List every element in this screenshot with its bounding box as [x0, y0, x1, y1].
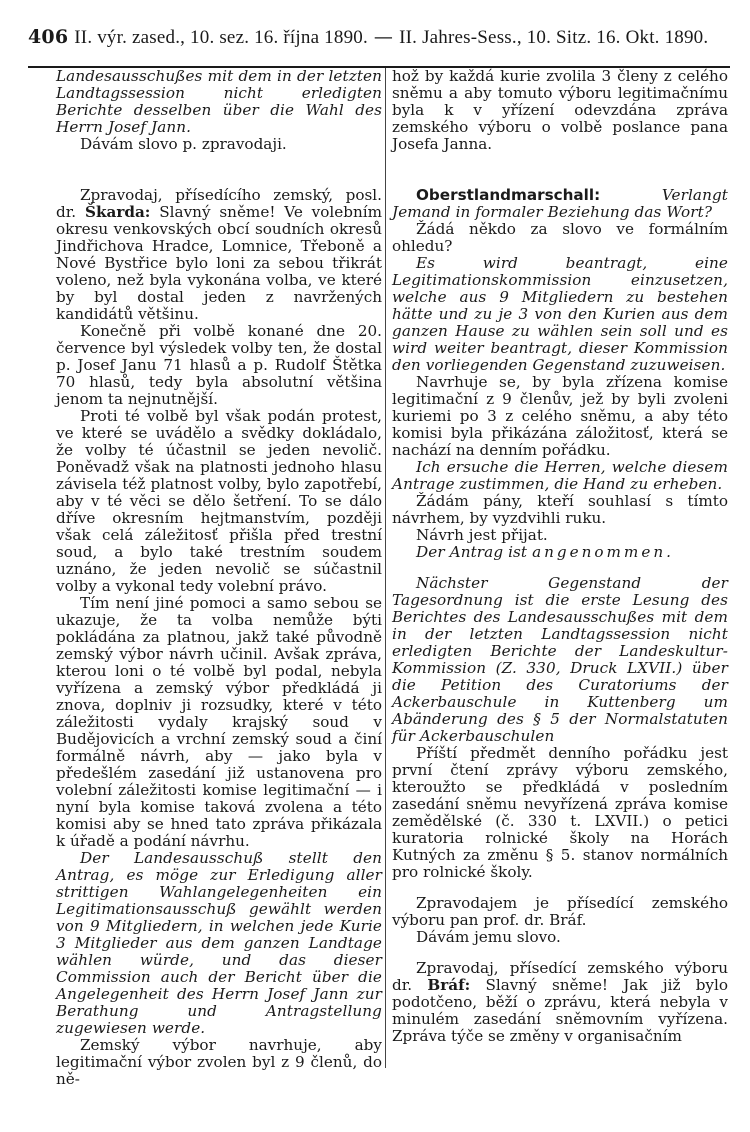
right-paragraph: Es wird beantragt, eine Legitimationskommission einzusetzen, welche aus 9 Mitgliedern zu bestehen hätte und zu je 3 von den Kurien aus dem ganzen Hause zu wählen sein soll und es wird weiter beantragt, dieser Kommission den vorliegenden Gegenstand zuzuweisen.: [392, 254, 728, 374]
left-paragraph: Zemský výbor navrhuje, aby legitimační výbor zvolen byl z 9 členů, do ně-: [56, 1036, 382, 1088]
page-number: 406: [28, 26, 69, 48]
column-divider: [385, 68, 386, 1068]
speaker-paragraph: [56, 187, 382, 323]
speaker-name: Bráf:: [427, 976, 471, 994]
angenommen-text: angenommen.: [532, 543, 674, 561]
right-paragraph: Návrh jest přijat.: [416, 526, 548, 544]
speaker-text: Slavný sněme! Ve volebním okresu venkovských obcí soudních okresů Jindřichova Hradce, Lomnice, Třeboně a Nové Bystřice bylo loni za sebou třikrát voleno, než byla vykonána volba, ve které by byl dostal jeden z navržených kandidátů většinu.: [56, 203, 383, 323]
right-paragraph: [392, 544, 728, 561]
right-paragraph: Nächster Gegenstand der Tagesordnung ist die erste Lesung des Berichtes des Landesausschußes mit dem in der letzten Landtagssession nicht erledigten Berichte der Landeskultur-Kommission (Z. 330, Druck LXVII.) über die Petition des Curatoriums der Ackerbauschule in Kuttenberg um Abänderung des § 5 der Normalstatuten für Ackerbauschulen: [392, 574, 728, 745]
right-column: [392, 68, 728, 1045]
header-german: II. Jahres-Sess., 10. Sitz. 16. Okt. 1890.: [399, 27, 709, 48]
left-paragraph: Der Landesausschuß stellt den Antrag, es möge zur Erledigung aller strittigen Wahlangelegenheiten ein Legitimationsausschuß gewählt werden von 9 Mitgliedern, in welchen jede Kurie 3 Mitglieder aus dem ganzen Landtage wählen würde, und das dieser Commission auch der Bericht über die Angelegenheit des Herrn Josef Jann zur Berathung und Antragstellung zugewiesen werde.: [56, 849, 382, 1037]
left-paragraph: Dávám slovo p. zpravodaji.: [80, 135, 287, 153]
antrag-text: Der Antrag ist: [416, 543, 528, 561]
right-paragraph: Žádám pány, kteří souhlasí s tímto návrhem, by vyzdvihli ruku.: [392, 492, 728, 527]
right-paragraph: Příští předmět denního pořádku jest první čtení zprávy výboru zemského, kteroužto se předkládá v posledním zasedání sněmu nevyřízená zpráva komise zemědělské (č. 330 t. LXVII.) o petici kuratoria rolnické školy na Horách Kutných za změnu § 5. stanov normálních pro rolnické školy.: [392, 744, 728, 881]
left-column: [56, 68, 382, 1088]
speaker-paragraph: [392, 960, 728, 1045]
left-paragraph: Proti té volbě byl však podán protest, ve které se uvádělo a svědky dokládalo, že volby té účastnil se jeden nevolič. Poněvadž však na platnosti jednoho hlasu závisela též platnost volby, bylo zapotřebí, aby v té věci se dělo šetření. To se dálo dříve okresním hejtmanstvím, později však celá záležitosť přišla před trestní soud, a bylo také trestním soudem uznáno, že jeden nevolič se súčastnil volby a vykonal tedy volební právo.: [56, 407, 382, 595]
left-paragraph: Tím není jiné pomoci a samo sebou se ukazuje, že ta volba nemůže býti pokládána za platnou, jakž také původně zemský výbor návrh učinil. Avšak zpráva, kterou loni o té volbě byl podal, nebyla vyřízena a zemský výbor předkládá ji znova, doplniv ji rozsudky, které v této záležitosti vydaly krajský soud v Budějovicích a vrchní zemský soud a činí formálně návrh, aby — jako byla v předešlém zasedání již ustanovena pro volební záležitosti komise legitimační — i nyní byla komise taková zvolena a této komisi aby se hned tato zpráva přikázala k úřadě a podání návrhu.: [56, 594, 382, 850]
header-dash: —: [373, 26, 394, 48]
left-paragraph: Landesausschußes mit dem in der letzten Landtagssession nicht erledigten Berichte desselben über die Wahl des Herrn Josef Jann.: [56, 67, 382, 136]
speaker-text: Verlangt Jemand in formaler Beziehung das Wort?: [392, 186, 728, 221]
right-paragraph: Ich ersuche die Herren, welche diesem Antrage zustimmen, die Hand zu erheben.: [392, 458, 728, 493]
right-paragraph: Zpravodajem je přísedící zemského výboru pan prof. dr. Bráf.: [392, 894, 728, 929]
header-czech: II. výr. zased., 10. sez. 16. října 1890.: [74, 27, 368, 48]
right-paragraph: Dávám jemu slovo.: [416, 928, 561, 946]
left-paragraph: Konečně při volbě konané dne 20. července byl výsledek volby ten, že dostal p. Josef Janu 71 hlasů a p. Rudolf Štětka 70 hlasů, tedy byla absolutní většina jenom ta nejnutnější.: [56, 322, 382, 408]
right-paragraph: hož by každá kurie zvolila 3 členy z celého sněmu a aby tomuto výboru legitimačnímu byla k v yřízení odevzdána zpráva zemského výboru o volbě poslance pana Josefa Janna.: [392, 67, 728, 153]
right-paragraph: Žádá někdo za slovo ve formálním ohledu?: [392, 220, 728, 255]
page-header: [28, 26, 728, 66]
speaker-name: Oberstlandmarschall:: [416, 186, 601, 204]
speaker-text: Slavný sněme! Jak již bylo podotčeno, běží o zprávu, která nebyla v minulém zasedání sněmovním vyřízena. Zpráva týče se změny v organisačním: [392, 976, 728, 1045]
right-paragraph: Navrhuje se, by byla zřízena komise legitimační z 9 členův, jež by byli zvoleni kuriemi po 3 z celého sněmu, a aby této komisi byla přikázána záložitosť, která se nachází na denním pořádku.: [392, 373, 728, 459]
speaker-intro: Zpravodaj, přísedící zemského výboru dr.: [392, 959, 728, 994]
speaker-name: Škarda:: [85, 203, 151, 221]
speaker-paragraph: [392, 187, 728, 221]
speaker-intro: Zpravodaj, přísedícího zemský, posl. dr.: [56, 186, 382, 221]
